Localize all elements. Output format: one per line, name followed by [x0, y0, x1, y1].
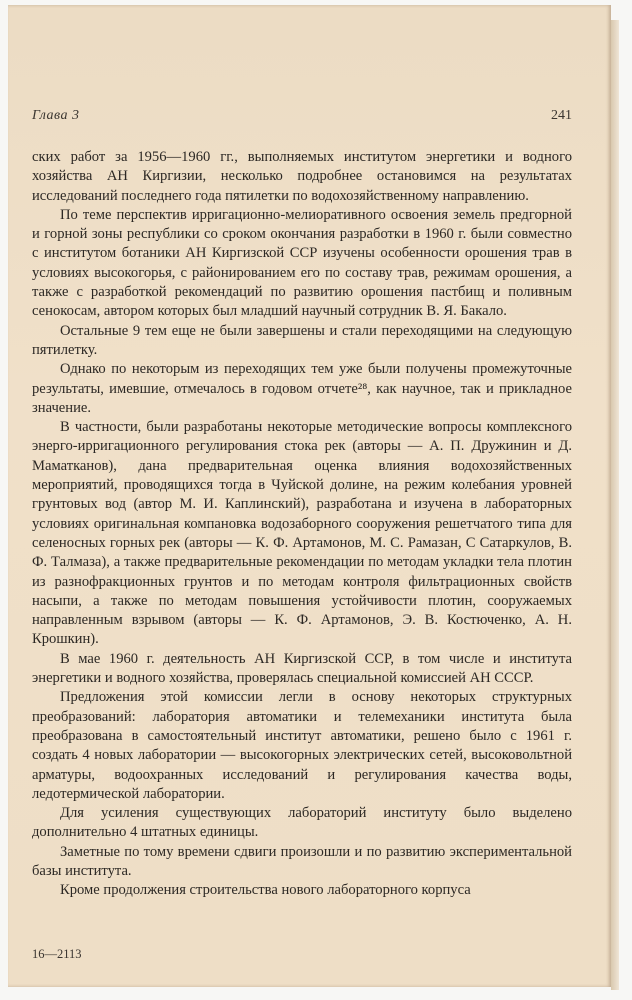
page-edge: [611, 20, 619, 990]
chapter-label: Глава 3: [32, 108, 80, 123]
paragraph: В частности, были разработаны некоторые методические вопросы комплексного энерго-ирригационного регулирования стока рек (авторы — А. П. Дружинин и Д. Маматканов), дана предварительная оценка влияния водохозяйственных мероприятий, проводящихся тогда в Чуйской долине, на режим колебания уровней грунтовых вод (автор М. И. Каплинский), разработана и изучена в лабораторных условиях оригинальная компановка водозаборного сооружения решетчатого типа для селеносных горных рек (авторы — К. Ф. Артамонов, М. С. Рамазан, С Сатаркулов, В. Ф. Талмаза), а также предварительные рекомендации по методам укладки тела плотин из разнофракционных грунтов и по методам контроля фильтрационных свойств насыпи, а также по методам повышения устойчивости плотин, сооружаемых направленным взрывом (авторы — К. Ф. Артамонов, Э. В. Костюченко, А. Н. Крошкин).: [32, 419, 572, 648]
paragraph: Предложения этой комиссии легли в основу некоторых структурных преобразований: лаборатория автоматики и телемеханики института была преобразована в самостоятельный институт автоматики, решено было с 1961 г. создать 4 новых лаборатории — высокогорных электрических сетей, высоковольтной арматуры, водоохранных исследований и регулирования качества воды, ледотермической лаборатории.: [32, 689, 572, 802]
paragraph: Заметные по тому времени сдвиги произошли и по развитию экспериментальной базы института.: [32, 843, 572, 879]
printer-signature: 16—2113: [32, 947, 82, 961]
paragraph-continued: ских работ за 1956—1960 гг., выполняемых институтом энергетики и водного хозяйства АН Киргизии, несколько подробнее остановимся на результатах исследований последнего года пятилетки по водохозяйственному направлению.: [32, 149, 572, 204]
paragraph: Однако по некоторым из переходящих тем уже были получены промежуточные результаты, имевшие, отмечалось в годовом отчете²⁸, как научное, так и прикладное значение.: [32, 361, 572, 416]
page-number: 241: [551, 108, 572, 123]
body-text: [32, 148, 572, 901]
paragraph: Кроме продолжения строительства нового лабораторного корпуса: [60, 882, 471, 899]
paragraph: В мае 1960 г. деятельность АН Киргизской ССР, в том числе и института энергетики и водного хозяйства, проверялась специальной комиссией АН СССР.: [32, 650, 572, 687]
paragraph: По теме перспектив ирригационно-мелиоративного освоения земель предгорной и горной зоны республики со сроком окончания разработки в 1960 г. были совместно с институтом ботаники АН Киргизской ССР изучены особенности орошения трав в условиях высокогорья, с районированием его по составу трав, режимам орошения, а также с разработкой рекомендаций по развитию орошения пастбищ и поливным сенокосам, автором которых был младший научный сотрудник В. Я. Бакало.: [32, 206, 572, 320]
paragraph: Для усиления существующих лабораторий институту было выделено дополнительно 4 штатных единицы.: [32, 805, 572, 841]
running-head: [32, 108, 572, 128]
paragraph: Остальные 9 тем еще не были завершены и стали переходящими на следующую пятилетку.: [32, 322, 572, 358]
